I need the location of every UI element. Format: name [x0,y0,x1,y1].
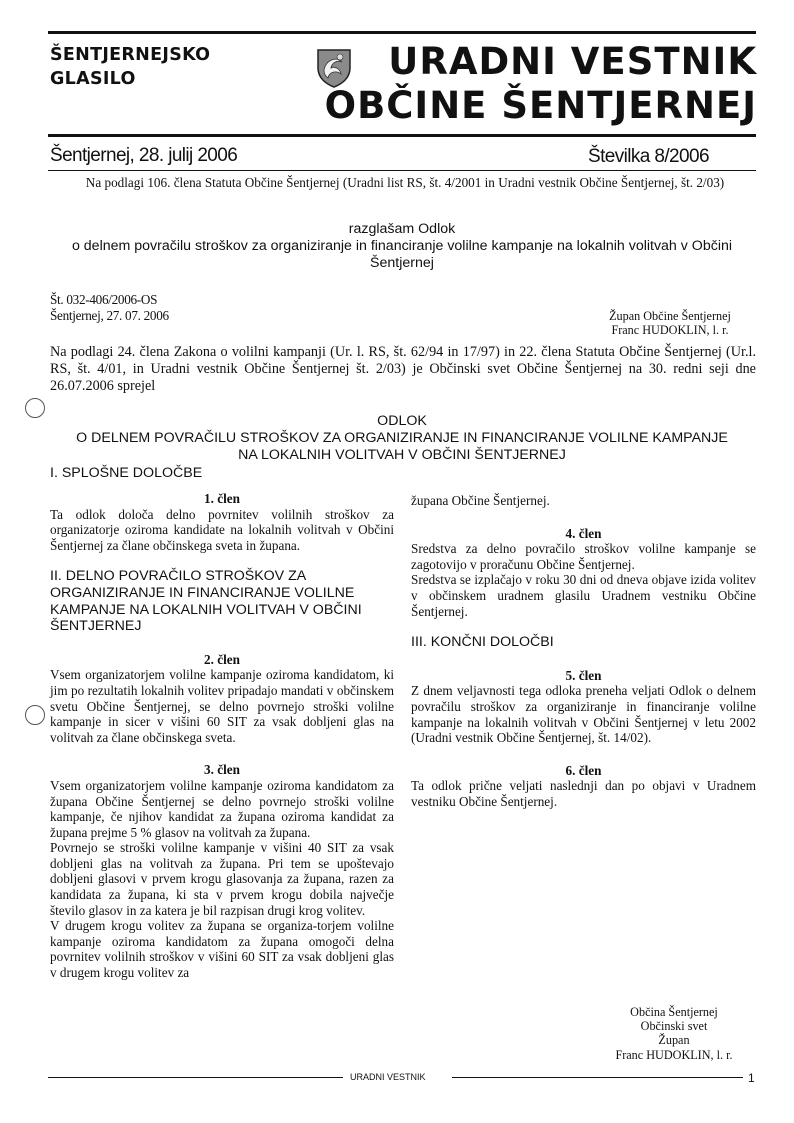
article-5-text: Z dnem veljavnosti tega odloka preneha veljati Odlok o delnem povračilu stroškov za organiziranje in financiranje volilne kampanje na lokalnih volitvah v Občini Šentjernej v letu 2002 (Uradni vestnik Občine Šentjernej, št. 14/02). [411,683,756,746]
issue-place-date: Šentjernej, 28. julij 2006 [50,145,238,166]
section-general-heading: I. SPLOŠNE DOLOČBE [50,465,203,481]
article-4-paragraph-2: Sredstva se izplačajo v roku 30 dni od dneva objave izida volitev v občinskem uradnem glasilu Uradnem vestniku Občine Šentjernej. [411,572,756,619]
right-column [411,493,756,810]
decree-heading: ODLOK [377,413,427,429]
council-signature [563,1005,785,1062]
masthead-left-line1: ŠENTJERNEJSKO [50,45,211,65]
article-3-paragraph-1: Vsem organizatorjem volilne kampanje oziroma kandidatom za župana Občine Šentjernej se delno povrnejo stroški volilne kampanje, če njihov kandidat za župana oziroma kandidat za župana prejme 5 % glasov na volitvah za župana. [50,777,394,840]
article-4-title: 4. člen [565,525,602,541]
footer-rule-left [48,1077,343,1078]
signature-line-4: Franc HUDOKLIN, l. r. [615,1047,733,1062]
mayor-sign-title: Župan Občine Šentjernej [609,309,731,323]
issue-number: Številka 8/2006 [588,146,709,167]
punch-hole-middle [25,705,45,725]
signature-line-3: Župan [658,1033,690,1048]
article-3-paragraph-3: V drugem krogu volitev za župana se organiza-torjem volilne kampanje oziroma kandidatom za župana omogoči delna povrnitev volilnih stroškov v višini 60 SIT za vsak dobljeni glas v drugem krogu volitev za [50,918,394,981]
article-5-title: 5. člen [565,667,602,683]
article-1-title: 1. člen [204,491,240,506]
article-3-continuation: župana Občine Šentjernej. [411,493,550,508]
masthead-title-line2: OBČINE ŠENTJERNEJ [324,84,757,127]
masthead-title-line1: URADNI VESTNIK [388,40,757,83]
mayor-ref-date: Šentjernej, 27. 07. 2006 [50,308,169,323]
masthead-left-line2: GLASILO [50,69,136,89]
footer-rule-right [452,1077,743,1078]
signature-line-1: Občina Šentjernej [630,1005,718,1019]
top-rule [48,31,756,34]
masthead-left [50,43,210,91]
decree-title: O DELNEM POVRAČILU STROŠKOV ZA ORGANIZIRANJE IN FINANCIRANJE VOLILNE KAMPANJE NA LOKALNIH VOLITVAH V OBČINI ŠENTJERNEJ [76,430,728,463]
article-2-text: Vsem organizatorjem volilne kampanje oziroma kandidatom, ki jim po rezultatih lokalnih volitev pripadajo mandati v občinskem svetu Občine Šentjernej, se delno povrnejo stroški volilne kampanje in sicer v višini 60 SIT za vsak dobljeni glas na volitvah za člane občinskega sveta. [50,667,394,745]
mayor-ref-no: Št. 032-406/2006-OS [50,292,158,307]
left-column [50,491,394,981]
article-6-title: 6. člen [565,762,602,778]
article-3-paragraph-2: Povrnejo se stroški volilne kampanje v višini 40 SIT za vsak dobljeni glas na volitvah za župana. Pri tem se upoštevajo dobljeni glasovi v prvem krogu glasovanja za župana, razen za kandidata za župana, ki sta v prvem krogu dobila največje število glasov in za katera je bil razpisan drugi krog volitev. [50,840,394,918]
mayor-subject: o delnem povračilu stroškov za organiziranje in financiranje volilne kampanje na lokalnih volitvah v Občini Šentjernej [71,238,733,271]
article-2-title: 2. člen [204,651,240,667]
header-rule [48,134,756,137]
section-refund-heading: II. DELNO POVRAČILO STROŠKOV ZA ORGANIZIRANJE IN FINANCIRANJE VOLILNE KAMPANJE NA LOKALNIH VOLITVAH V OBČINI ŠENTJERNEJ [50,568,362,635]
council-intro: Na podlagi 24. člena Zakona o volilni kampanji (Ur. l. RS, št. 62/94 in 17/97) in 22. člena Statuta Občine Šentjernej (Ur.l. RS, št. 4/01, in Uradni vestnik Občine Šentjernej št. 2/03) je Občinski svet Občine Šentjernej na 30. redni seji dne 26.07.2006 sprejel [50,344,756,394]
article-6-text: Ta odlok prične veljati naslednji dan po objavi v Uradnem vestniku Občine Šentjernej. [411,778,756,809]
article-4-paragraph-1: Sredstva za delno povračilo stroškov volilne kampanje se zagotovijo v proračunu Občine Šentjernej. [411,541,756,572]
punch-hole-top [25,398,45,418]
article-1-text: Ta odlok določa delno povrnitev volilnih stroškov za organizatorje oziroma kandidate na lokalnih volitvah v Občini Šentjernej za člane občinskega sveta in župana. [50,506,394,553]
mayor-proclaim: razglašam Odlok [348,221,456,237]
coat-of-arms-icon [316,48,352,88]
signature-line-2: Občinski svet [640,1019,708,1034]
issue-rule [48,170,756,171]
mayor-sign-name: Franc HUDOKLIN, l. r. [611,323,729,338]
mayor-signature [560,309,780,337]
section-final-heading: III. KONČNI DOLOČBI [411,634,554,651]
mayor-basis: Na podlagi 106. člena Statuta Občine Šentjernej (Uradni list RS, št. 4/2001 in Uradni vestnik Občine Šentjernej, št. 2/03) [85,175,725,190]
page-number: 1 [748,1071,755,1085]
article-3-title: 3. člen [204,762,240,778]
footer-label: URADNI VESTNIK [350,1072,426,1082]
